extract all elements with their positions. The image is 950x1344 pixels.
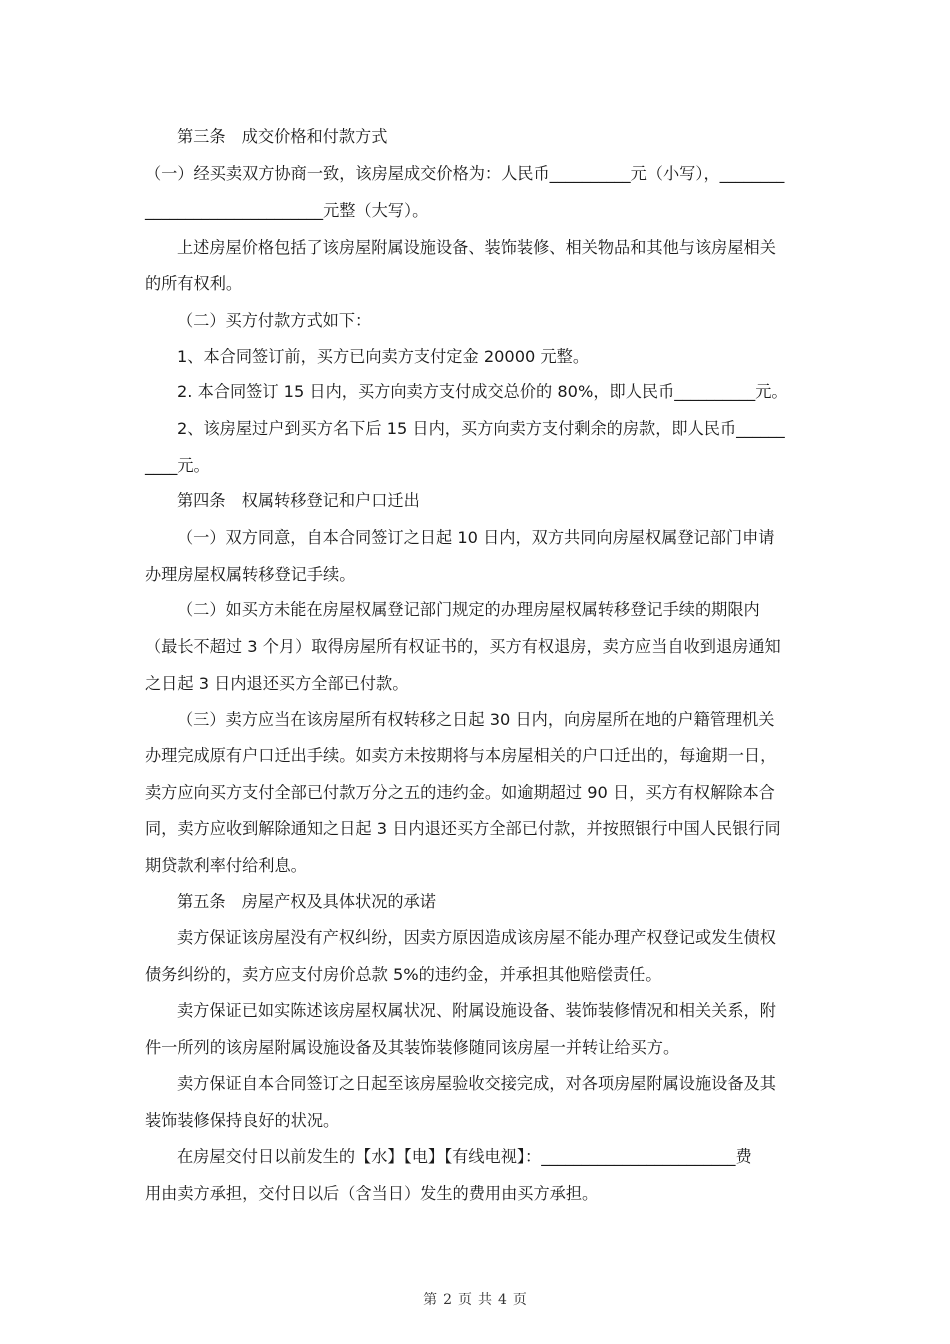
section-heading-article-5: 第五条 房屋产权及具体状况的承诺	[177, 892, 436, 911]
paragraph-line: 办理完成原有户口迁出手续。如卖方未按期将与本房屋相关的户口迁出的，每逾期一日，	[145, 746, 777, 765]
paragraph-line: 办理房屋权属转移登记手续。	[145, 565, 356, 584]
paragraph-line: 卖方应向买方支付全部已付款万分之五的违约金。如逾期超过 90 日，买方有权解除本合	[145, 783, 775, 802]
paragraph-line: 件一所列的该房屋附属设施设备及其装饰装修随同该房屋一并转让给买方。	[145, 1038, 680, 1057]
footer-ye2: 页	[512, 1292, 527, 1308]
page-footer	[0, 1289, 950, 1309]
paragraph-line: 卖方保证自本合同签订之日起至该房屋验收交接完成，对各项房屋附属设施设备及其	[177, 1074, 776, 1093]
section-heading-article-4: 第四条 权属转移登记和户口迁出	[177, 491, 420, 510]
paragraph-line: 同，卖方应收到解除通知之日起 3 日内退还买方全部已付款，并按照银行中国人民银行同	[145, 819, 781, 838]
footer-gong: 共	[478, 1292, 492, 1308]
footer-di: 第	[423, 1292, 438, 1308]
paragraph-line: 之日起 3 日内退还买方全部已付款。	[145, 674, 409, 693]
current-page-number: 2	[443, 1292, 452, 1308]
footer-ye: 页	[458, 1292, 472, 1308]
paragraph-line: ______________________元整（大写）。	[145, 201, 429, 220]
paragraph-line: 期贷款利率付给利息。	[145, 856, 307, 875]
paragraph-line: （一）经买卖双方协商一致，该房屋成交价格为：人民币__________元（小写），________	[145, 164, 785, 183]
total-page-count: 4	[498, 1292, 507, 1308]
paragraph-line: 债务纠纷的，卖方应支付房价总款 5%的违约金，并承担其他赔偿责任。	[145, 965, 662, 984]
paragraph-line: 2. 本合同签订 15 日内，买方向卖方支付成交总价的 80%，即人民币__________元。	[177, 382, 788, 401]
paragraph-line: ____元。	[145, 456, 210, 475]
paragraph-line: （二）买方付款方式如下：	[177, 311, 372, 330]
paragraph-line: 卖方保证该房屋没有产权纠纷，因卖方原因造成该房屋不能办理产权登记或发生债权	[177, 928, 776, 947]
paragraph-line: 在房屋交付日以前发生的【水】【电】【有线电视】：________________________费	[177, 1147, 752, 1166]
paragraph-line: 卖方保证已如实陈述该房屋权属状况、附属设施设备、装饰装修情况和相关关系，附	[177, 1001, 776, 1020]
paragraph-line: （一）双方同意，自本合同签订之日起 10 日内，双方共同向房屋权属登记部门申请	[177, 528, 775, 547]
paragraph-line: （三）卖方应当在该房屋所有权转移之日起 30 日内，向房屋所在地的户籍管理机关	[177, 710, 775, 729]
paragraph-line: 装饰装修保持良好的状况。	[145, 1111, 340, 1130]
paragraph-line: 2、该房屋过户到买方名下后 15 日内，买方向卖方支付剩余的房款，即人民币______	[177, 419, 785, 438]
paragraph-line: 用由卖方承担，交付日以后（含当日）发生的费用由买方承担。	[145, 1184, 599, 1203]
paragraph-line: （二）如买方未能在房屋权属登记部门规定的办理房屋权属转移登记手续的期限内	[177, 600, 760, 619]
paragraph-line: （最长不超过 3 个月）取得房屋所有权证书的，买方有权退房，卖方应当自收到退房通知	[145, 637, 781, 656]
paragraph-line: 1、本合同签订前，买方已向卖方支付定金 20000 元整。	[177, 347, 590, 366]
paragraph-line: 上述房屋价格包括了该房屋附属设施设备、装饰装修、相关物品和其他与该房屋相关	[177, 238, 776, 257]
paragraph-line: 的所有权利。	[145, 274, 243, 293]
section-heading-article-3: 第三条 成交价格和付款方式	[177, 127, 388, 146]
